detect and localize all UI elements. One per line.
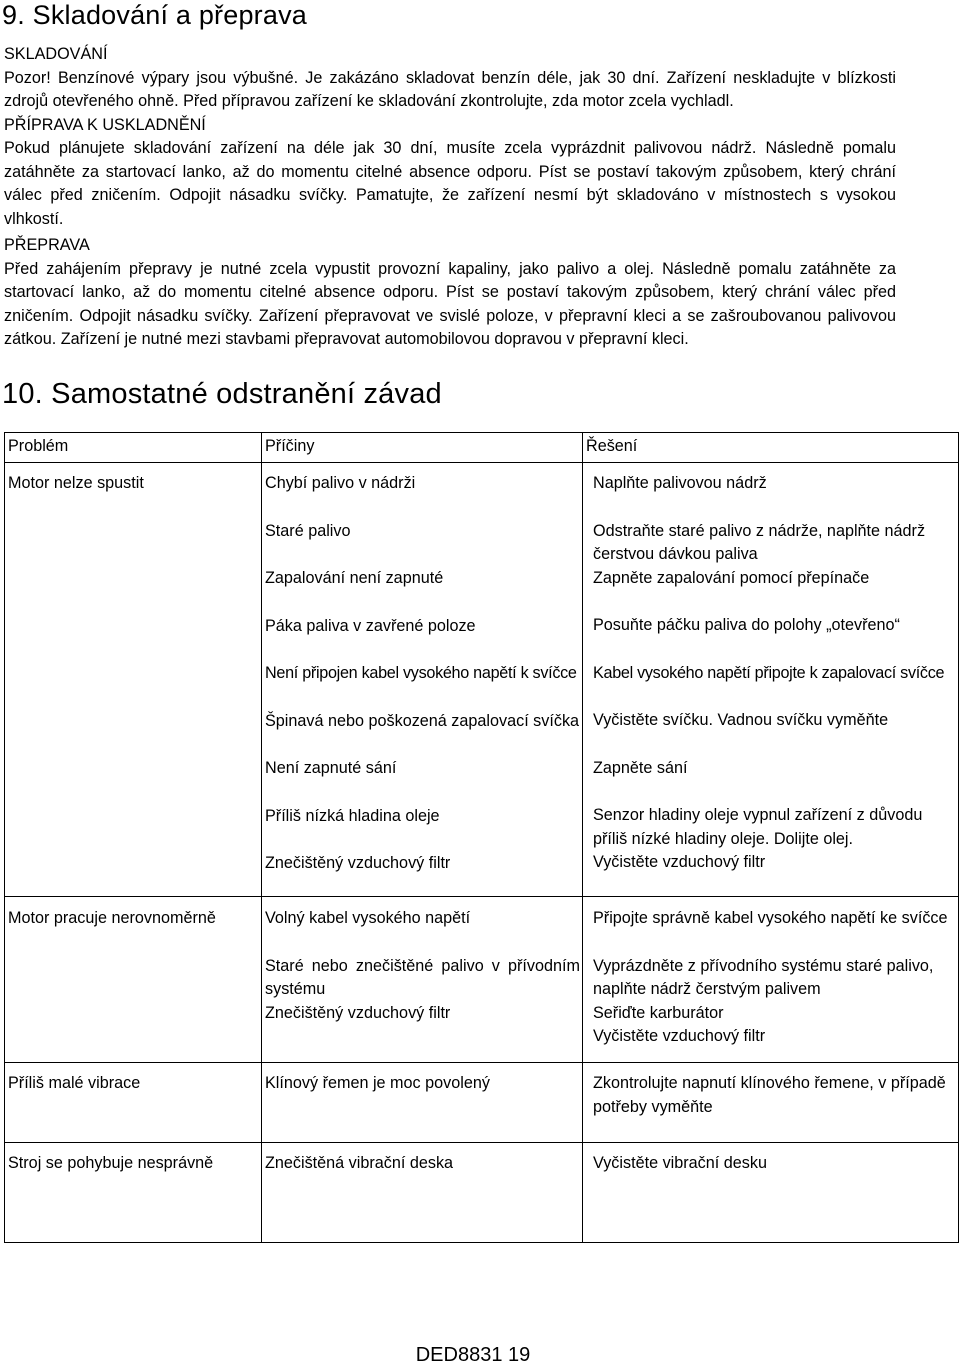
causes-cell	[262, 1143, 583, 1243]
cause-item: Příliš nízká hladina oleje	[265, 806, 440, 825]
section-9-title: 9. Skladování a přeprava	[2, 0, 307, 30]
table-row	[5, 1143, 959, 1243]
solutions-cell	[583, 1143, 959, 1243]
solution-item: Zapněte zapalování pomocí přepínače	[593, 568, 870, 587]
cause-item: Zapalování není zapnuté	[265, 569, 444, 587]
solutions-cell	[583, 463, 959, 897]
solution-item: Seřiďte karburátor	[593, 1003, 724, 1022]
solution-item: Naplňte palivovou nádrž	[593, 474, 767, 492]
causes-cell	[262, 463, 583, 897]
problem-text: Motor pracuje nerovnoměrně	[8, 909, 216, 927]
cause-item: Staré palivo	[265, 521, 351, 540]
solution-item: Vyčistěte vzduchový filtr	[593, 853, 766, 871]
cause-item: Volný kabel vysokého napětí	[265, 909, 471, 927]
transport-heading: PŘEPRAVA	[4, 236, 90, 254]
solutions-cell	[583, 1063, 959, 1143]
header-solution: Řešení	[583, 433, 959, 463]
cause-item: Páka paliva v zavřené poloze	[265, 616, 476, 635]
solutions-cell	[583, 897, 959, 1063]
cause-item: Znečištěný vzduchový filtr	[265, 854, 451, 872]
transport-section	[4, 234, 896, 352]
storage-text: Pozor! Benzínové výpary jsou výbušné. Je zakázáno skladovat benzín déle, jak 30 dní. Zařízení neskladujte v blízkosti zdrojů otevřeného ohně. Před přípravou zařízení ke skladování zkontrolujte, zda motor zcela vychladl.	[4, 68, 896, 110]
solution-item: Vyčistěte vibrační desku	[593, 1154, 767, 1172]
solution-item: Senzor hladiny oleje vypnul zařízení z důvodu příliš nízké hladiny oleje. Dolijte olej.	[593, 806, 923, 848]
problem-cell	[5, 1143, 262, 1243]
cause-item: Znečištěná vibrační deska	[265, 1154, 454, 1172]
problem-cell	[5, 1063, 262, 1143]
table-header-row	[5, 433, 959, 463]
solution-item: Vyčistěte svíčku. Vadnou svíčku vyměňte	[593, 711, 889, 729]
problem-text: Stroj se pohybuje nesprávně	[8, 1154, 214, 1172]
solution-item: Zkontrolujte napnutí klínového řemene, v případě potřeby vyměňte	[593, 1074, 946, 1116]
preparation-heading: PŘÍPRAVA K USKLADNĚNÍ	[4, 115, 206, 134]
storage-heading: SKLADOVÁNÍ	[4, 45, 108, 63]
problem-text: Příliš malé vibrace	[8, 1074, 141, 1092]
table-row	[5, 1063, 959, 1143]
solution-item: Vyprázdněte z přívodního systému staré palivo, naplňte nádrž čerstvým palivem	[593, 956, 934, 998]
cause-item: Znečištěný vzduchový filtr	[265, 1003, 451, 1022]
transport-text: Před zahájením přepravy je nutné zcela vypustit provozní kapaliny, jako palivo a olej. Následně pomalu zatáhněte za startovací lanko, až do momentu citelné absence odporu. Píst se postaví takovým způsobem, který chrání válec před zničením. Odpojit násadku svíčky. Zařízení přepravovat ve svislé poloze, v přepravní kleci a se zašroubovanou palivovou zátkou. Zařízení je nutné mezi stavbami přepravovat automobilovou dopravou v přepravní kleci.	[4, 259, 896, 348]
causes-cell	[262, 1063, 583, 1143]
cause-item: Špinavá nebo poškozená zapalovací svíčka	[265, 711, 580, 730]
causes-cell	[262, 897, 583, 1063]
header-problem: Problém	[5, 433, 262, 463]
problem-cell	[5, 463, 262, 897]
solution-item: Zapněte sání	[593, 758, 688, 777]
storage-section	[4, 43, 896, 231]
table-row	[5, 463, 959, 897]
preparation-text: Pokud plánujete skladování zařízení na déle jak 30 dní, musíte zcela vyprázdnit palivovou nádrž. Následně pomalu zatáhněte za startovací lanko, až do momentu citelné absence odporu. Píst se postaví takovým způsobem, který chrání válec před zničením. Odpojit násadku svíčky. Pamatujte, že zařízení nesmí být skladováno v místnostech s vysokou vlhkostí.	[4, 139, 896, 228]
problem-text: Motor nelze spustit	[8, 474, 144, 492]
solution-item: Připojte správně kabel vysokého napětí ke svíčce	[593, 909, 948, 927]
header-causes: Příčiny	[262, 433, 583, 463]
cause-item: Chybí palivo v nádrži	[265, 474, 416, 492]
solution-item: Vyčistěte vzduchový filtr	[593, 1027, 766, 1045]
section-10-title: 10. Samostatné odstranění závad	[2, 378, 442, 410]
cause-item: Klínový řemen je moc povolený	[265, 1074, 490, 1092]
solution-item: Kabel vysokého napětí připojte k zapalovací svíčce	[593, 663, 945, 682]
solution-item: Posuňte páčku paliva do polohy „otevřeno“	[593, 616, 900, 634]
problem-cell	[5, 897, 262, 1063]
troubleshooting-table	[4, 432, 959, 1243]
cause-item: Staré nebo znečištěné palivo v přívodním systému	[265, 956, 580, 998]
page-footer: DED8831 19	[415, 1344, 531, 1366]
cause-item: Není zapnuté sání	[265, 759, 397, 777]
solution-item: Odstraňte staré palivo z nádrže, naplňte nádrž čerstvou dávkou paliva	[593, 521, 926, 563]
table-row	[5, 897, 959, 1063]
cause-item: Není připojen kabel vysokého napětí k svíčce	[265, 664, 577, 682]
